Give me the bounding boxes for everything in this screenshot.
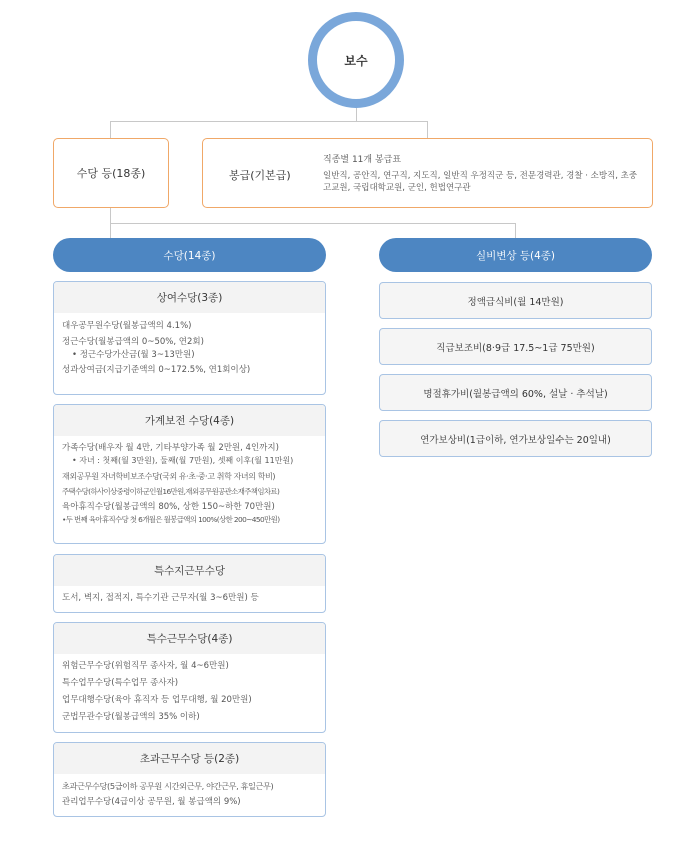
card-line: 주택수당(하사이상중령이하군인월16만원,재외공무원공관소재주책임차료) (62, 487, 280, 496)
expense-reimbursement-pill (379, 238, 652, 272)
connector-right-drop (427, 121, 428, 138)
root-node-compensation (308, 12, 404, 108)
pill-label: 수당(14종) (163, 249, 216, 262)
connector-level2-horizontal (110, 223, 516, 224)
card-line: 정근수당(월봉급액의 0~50%, 연2회) (62, 337, 204, 347)
card-line: 대우공무원수당(월봉급액의 4.1%) (62, 321, 192, 331)
card-line: 위험근무수당(위험직무 종사자, 월 4~6만원) (62, 661, 229, 671)
root-label: 보수 (344, 53, 368, 68)
item-label: 정액급식비(월 14만원) (467, 296, 564, 308)
card-special-duty-allowance (53, 622, 326, 733)
card-title: 특수지근무수당 (54, 555, 325, 586)
item-holiday-bonus (379, 374, 652, 411)
card-line: 관리업무수당(4급이상 공무원, 월 봉급액의 9%) (62, 797, 241, 807)
card-line: 도서, 벽지, 접적지, 특수기관 근무자(월 3~6만원) 등 (62, 593, 259, 603)
connector-root-down (356, 108, 357, 122)
item-meal-allowance (379, 282, 652, 319)
base-salary-node (202, 138, 653, 208)
card-line: 업무대행수당(육아 휴직자 등 업무대행, 월 20만원) (62, 695, 252, 705)
card-line: 특수업무수당(특수업무 종사자) (62, 678, 179, 688)
item-position-subsidy (379, 328, 652, 365)
item-leave-compensation (379, 420, 652, 457)
item-label: 명절휴가비(월봉급액의 60%, 설날 · 추석날) (423, 388, 608, 400)
card-line: 재외공무원 자녀학비보조수당(국외 유·초·중·고 취학 자녀의 학비) (62, 472, 276, 481)
card-title: 상여수당(3종) (54, 282, 325, 313)
card-bonus-allowance (53, 281, 326, 395)
card-subline: • 정근수당가산금(월 3~13만원) (72, 350, 195, 360)
card-subline: •두 번째 육아휴직수당 첫 6개월은 월봉급액의 100%(상한 200~450만원) (62, 515, 280, 524)
item-label: 연가보상비(1급이하, 연가보상일수는 20일내) (420, 434, 611, 446)
card-line: 성과상여금(지급기준액의 0~172.5%, 연1회이상) (62, 365, 251, 375)
base-salary-label: 봉급(기본급) (229, 169, 291, 182)
pill-label: 실비변상 등(4종) (475, 249, 556, 262)
card-overtime-allowance (53, 742, 326, 817)
card-title: 가계보전 수당(4종) (54, 405, 325, 436)
connector-left-drop (110, 121, 111, 138)
card-title: 특수근무수당(4종) (54, 623, 325, 654)
card-line: 군법무관수당(월봉급액의 35% 이하) (62, 712, 200, 722)
card-line: 가족수당(배우자 월 4만, 기타부양가족 월 2만원, 4인까지) (62, 443, 279, 453)
connector-level1-horizontal (110, 121, 428, 122)
allowances-node (53, 138, 169, 208)
card-subline: • 자녀 : 첫째(월 3만원), 둘째(월 7만원), 셋째 이후(월 11만원) (72, 456, 294, 465)
card-remote-area-allowance (53, 554, 326, 613)
item-label: 직급보조비(8·9급 17.5~1급 75만원) (436, 342, 595, 354)
connector-level2-right-drop (515, 223, 516, 238)
allowances-14-pill (53, 238, 326, 272)
card-line: 육아휴직수당(월봉급액의 80%, 상한 150~하한 70만원) (62, 502, 275, 512)
allowances-label: 수당 등(18종) (76, 167, 146, 180)
card-title: 초과근무수당 등(2종) (54, 743, 325, 774)
card-line: 초과근무수당(5급이하 공무원 시간외근무, 야간근무, 휴일근무) (62, 781, 274, 791)
base-salary-description: 일반직, 공안직, 연구직, 지도직, 일반직 우정직군 등, 전문경력관, 경찰 · 소방직, 초중고교원, 국립대학교원, 군인, 헌법연구관 (323, 171, 638, 193)
base-salary-heading: 직종별 11개 봉급표 (323, 155, 402, 165)
card-household-allowance (53, 404, 326, 544)
